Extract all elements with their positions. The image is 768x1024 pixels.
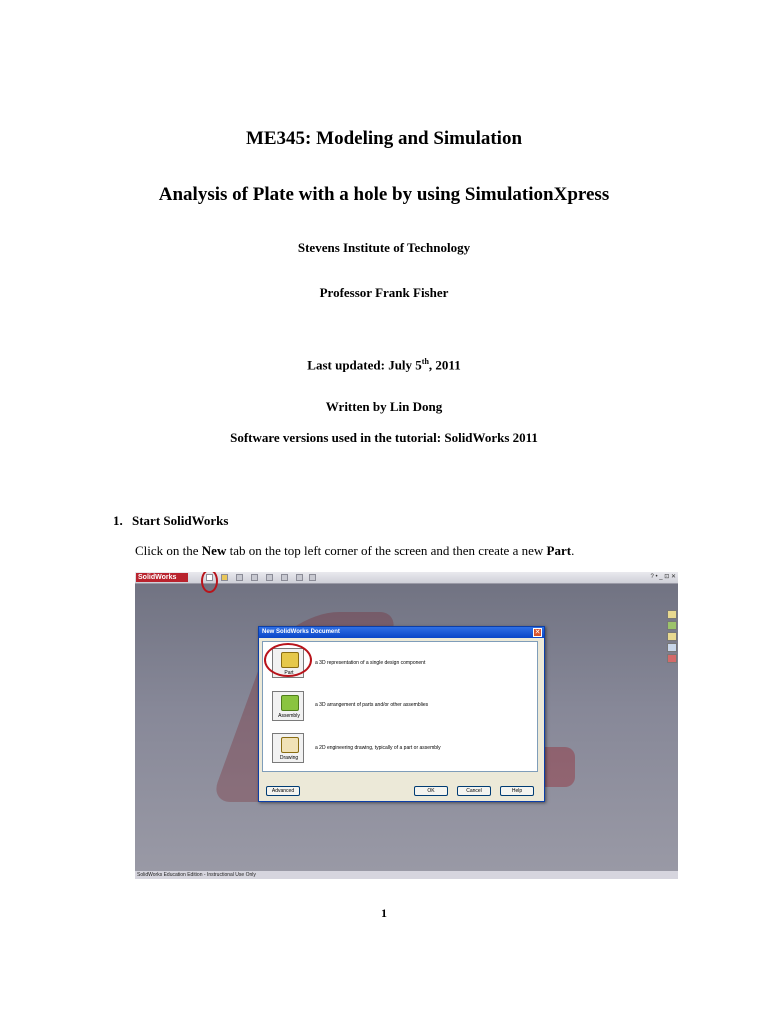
assembly-template-button[interactable] (272, 691, 304, 721)
part-highlight-circle (264, 643, 312, 677)
drawing-template-button[interactable] (272, 733, 304, 763)
select-icon[interactable] (296, 574, 303, 581)
dialog-title: New SolidWorks Document (259, 627, 544, 638)
solidworks-toolbar (135, 572, 678, 584)
status-bar (135, 870, 678, 879)
page-number: 1 (381, 906, 387, 920)
professor: Professor Frank Fisher (319, 285, 449, 300)
ok-button[interactable]: OK (414, 786, 448, 796)
save-icon[interactable] (236, 574, 243, 581)
section-heading (113, 513, 228, 529)
software-versions: Software versions used in the tutorial: SolidWorks 2011 (230, 430, 538, 445)
section-title: Start SolidWorks (132, 513, 229, 528)
help-button[interactable]: Help (500, 786, 534, 796)
new-document-dialog (258, 626, 545, 802)
instruction-bold-part: Part (546, 543, 572, 558)
task-pane-palette-icon[interactable] (667, 643, 677, 652)
instruction-part-3: . (571, 543, 575, 558)
undo-icon[interactable] (266, 574, 273, 581)
solidworks-screenshot (135, 572, 678, 879)
solidworks-logo: SolidWorks (136, 573, 188, 582)
task-pane-icons (667, 610, 677, 662)
print-icon[interactable] (251, 574, 258, 581)
author: Written by Lin Dong (325, 399, 443, 414)
cancel-button[interactable]: Cancel (457, 786, 491, 796)
instruction-text (135, 543, 735, 559)
last-updated-prefix: Last updated: July 5 (307, 357, 422, 373)
new-button-highlight-circle (201, 572, 218, 593)
last-updated (0, 357, 768, 373)
task-pane-explorer-icon[interactable] (667, 632, 677, 641)
redo-icon[interactable] (281, 574, 288, 581)
part-label: Part (284, 670, 294, 676)
section-number: 1. (113, 513, 123, 528)
advanced-button[interactable]: Advanced (266, 786, 300, 796)
institution: Stevens Institute of Technology (297, 240, 471, 255)
open-icon[interactable] (221, 574, 228, 581)
assembly-description: a 3D arrangement of parts and/or other assemblies (315, 702, 429, 708)
instruction-bold-new: New (201, 543, 227, 558)
task-pane-appearance-icon[interactable] (667, 654, 677, 663)
dialog-close-icon[interactable]: ✕ (534, 629, 541, 636)
task-pane-library-icon[interactable] (667, 621, 677, 630)
drawing-icon (281, 737, 299, 753)
window-controls[interactable]: ? • _ ⊡ ✕ (650, 574, 676, 580)
assembly-label: Assembly (278, 713, 300, 719)
document-title: ME345: Modeling and Simulation (245, 128, 523, 149)
last-updated-suffix: , 2011 (428, 357, 461, 373)
rebuild-icon[interactable] (309, 574, 316, 581)
template-list (262, 641, 538, 772)
drawing-description: a 2D engineering drawing, typically of a part or assembly (315, 745, 441, 751)
document-subtitle: Analysis of Plate with a hole by using SimulationXpress (158, 184, 610, 205)
part-description: a 3D representation of a single design component (315, 660, 426, 666)
last-updated-sup: th (421, 357, 429, 366)
instruction-part-1: Click on the (135, 543, 202, 558)
drawing-label: Drawing (279, 755, 299, 761)
status-text: SolidWorks Education Edition - Instructional Use Only (137, 872, 256, 878)
instruction-part-2: tab on the top left corner of the screen and then create a new (226, 543, 547, 558)
assembly-icon (281, 695, 299, 711)
task-pane-resources-icon[interactable] (667, 610, 677, 619)
